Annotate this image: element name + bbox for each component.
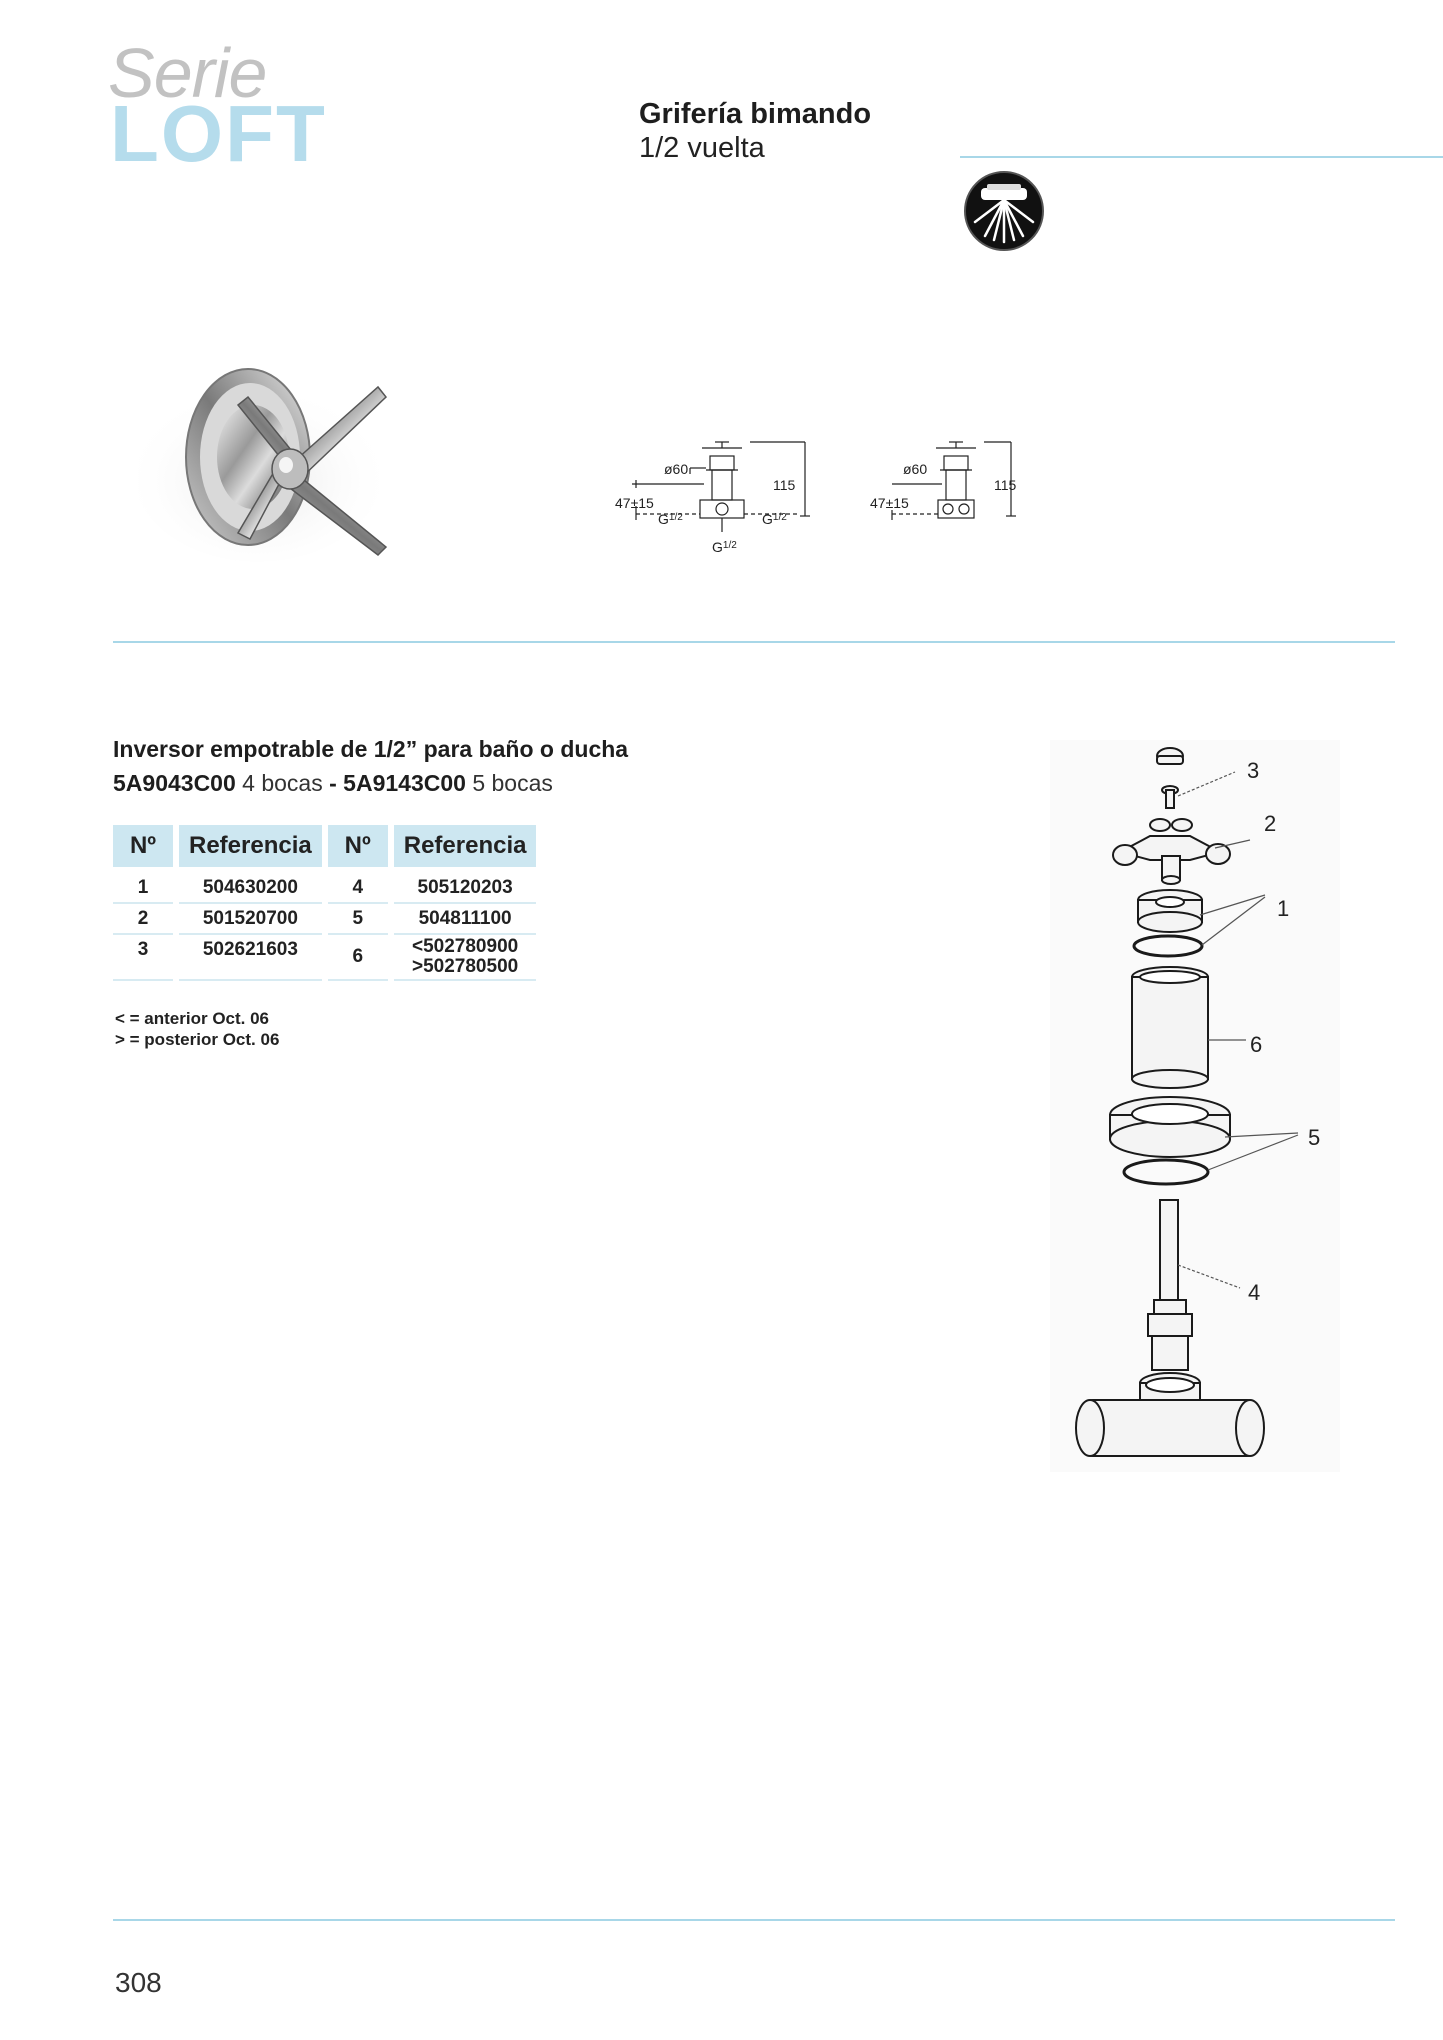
callout-4: 4 <box>1248 1280 1261 1305</box>
footer-divider <box>113 1919 1395 1921</box>
technical-drawing-front <box>610 436 825 574</box>
footnotes <box>115 1008 279 1050</box>
callout-2: 2 <box>1264 811 1277 836</box>
page-number: 308 <box>115 1967 162 1998</box>
column-header-number: Nº <box>328 825 388 873</box>
callout-6: 6 <box>1250 1032 1263 1057</box>
table-row: 3 502621603 6 <502780900 >502780500 <box>113 935 536 981</box>
column-header-reference: Referencia <box>394 825 537 873</box>
dim-diameter: ø60 <box>664 461 689 477</box>
callout-3: 3 <box>1247 758 1260 783</box>
collection-logo: LOFT <box>110 89 327 178</box>
dim-diameter: ø60 <box>903 461 928 477</box>
dim-depth: 47±15 <box>870 495 909 511</box>
table-row: 2 501520700 5 504811100 <box>113 904 536 935</box>
multi-reference-cell: <502780900 >502780500 <box>394 935 537 981</box>
dim-height: 115 <box>994 477 1017 493</box>
series-label: Serie <box>108 34 267 112</box>
dim-depth: 47±15 <box>615 495 654 511</box>
page-subtitle: 1/2 vuelta <box>639 132 765 164</box>
dim-thread-right: $G^{1/2}$ <box>762 511 787 527</box>
column-header-number: Nº <box>113 825 173 873</box>
technical-drawing-side <box>866 436 1031 542</box>
dim-thread-bottom: $G^{1/2}$ <box>712 539 737 555</box>
table-row: 1 504630200 4 505120203 <box>113 873 536 904</box>
callout-5: 5 <box>1308 1125 1321 1150</box>
page-title: Grifería bimando <box>639 98 872 130</box>
exploded-parts-diagram <box>1050 740 1340 1472</box>
note-after: > = posterior Oct. 06 <box>115 1030 280 1049</box>
product-photo <box>138 357 396 563</box>
section-divider <box>113 641 1395 643</box>
dim-height: 115 <box>773 477 796 493</box>
product-ref-4-way: 5A9043C00 <box>113 770 236 796</box>
product-name: Inversor empotrable de 1/2” para baño o ducha <box>113 736 629 762</box>
product-references: 5A9043C00 4 bocas - 5A9143C00 5 bocas <box>113 770 553 796</box>
spare-parts-table <box>107 825 542 981</box>
product-ref-5-way: 5A9143C00 <box>343 770 466 796</box>
callout-1: 1 <box>1277 896 1290 921</box>
shower-spray-icon <box>963 170 1045 252</box>
column-header-reference: Referencia <box>179 825 322 873</box>
dim-thread-left: $G^{1/2}$ <box>658 511 683 527</box>
header-divider <box>960 156 1443 158</box>
note-previous: < = anterior Oct. 06 <box>115 1009 270 1028</box>
